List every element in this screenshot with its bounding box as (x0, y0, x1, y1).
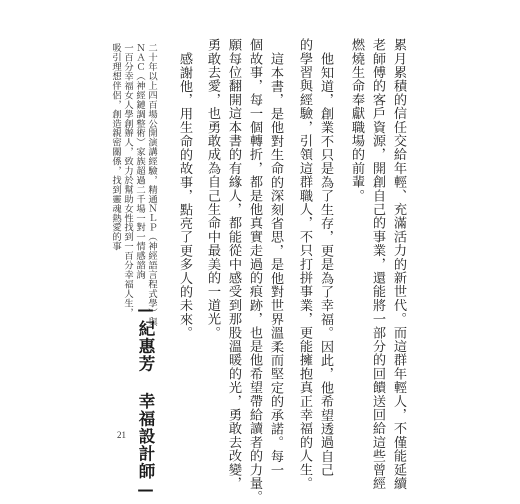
paragraph-line: 這本書，是他對生命的深刻省思，是他對世界溫柔而堅定的承諾。每一 (268, 52, 283, 477)
author-note-line: 一百分幸福女人學創辦人，致力於幫助女性找到一百分幸福人生， (122, 43, 133, 318)
paragraph-line: 個故事，每一個轉折，都是他真實走過的痕跡，也是他希望帶給讀者的力量。 (247, 38, 262, 504)
paragraph-line: 願每位翻開這本書的有緣人，都能從中感受到那股溫暖的光，勇敢去改變， (226, 38, 241, 491)
paragraph-line: 老師傅的客戶資源，開創自己的事業，還能將一部分的回饋送回給這些曾經 (370, 38, 385, 491)
author-note-line: 二十年以上四百場公開演講經驗，精通ＮＬＰ（神經語言程式學）與 (146, 43, 157, 327)
page-number: 21 (117, 430, 126, 440)
paragraph-line: 勇敢去愛，也勇敢成為自己生命中最美的一道光。 (205, 38, 220, 340)
author-signature: —紀惠芳 幸福設計師— (136, 300, 155, 500)
author-note-line: ＮＡＣ（神經鏈調整術）家族超過二千場一對一情感諮詢 (134, 43, 145, 280)
paragraph-line: 的學習與經驗，引領這群職人，不只打拼事業，更能擁抱真正幸福的人生。 (297, 38, 312, 491)
paragraph-line: 他知道，創業不只是為了生存，更是為了幸福。因此，他希望透過自己 (318, 52, 333, 477)
closing-line: 感謝他，用生命的故事，點亮了更多人的未來。 (177, 52, 192, 340)
author-note-line: 吸引理想伴侶，創造親密關係，找到靈魂熱愛的事 (110, 43, 121, 251)
paragraph-line: 燃燒生命奉獻職場的前輩。 (349, 38, 364, 203)
paragraph-line: 累月累積的信任交給年輕、充滿活力的新世代。而這群年輕人，不僅能延續 (391, 38, 406, 491)
